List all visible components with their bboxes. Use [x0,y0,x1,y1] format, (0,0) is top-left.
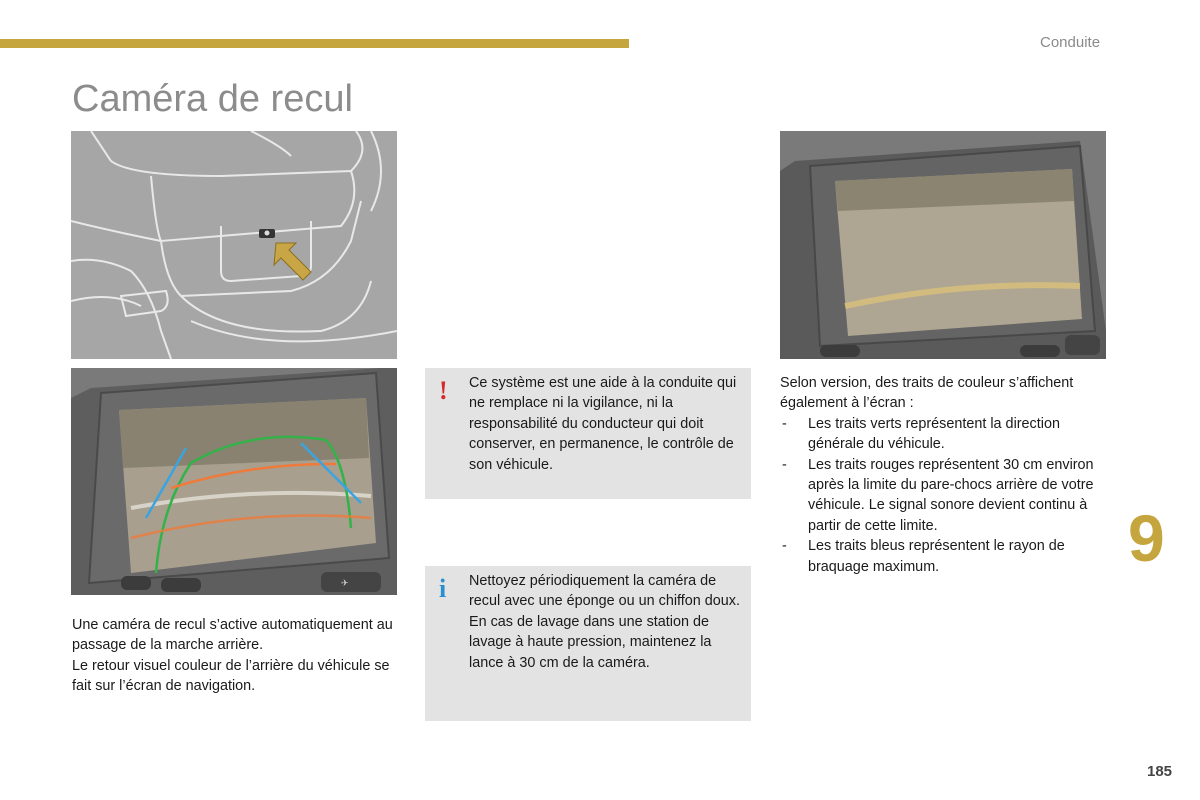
info-icon: i [439,574,447,603]
intro-paragraph: Une caméra de recul s’active automatiquement au passage de la marche arrière. [72,617,393,654]
info-paragraph: Nettoyez périodiquement la caméra de recul avec une éponge ou un chiffon doux. [469,573,740,610]
header-accent-bar [0,39,629,48]
warning-text [469,373,741,475]
intro-text [72,615,402,697]
exclamation-icon: ! [439,376,448,405]
warning-note [425,368,751,499]
page-title: Caméra de recul [72,78,353,120]
guide-lines-list [780,414,1110,577]
camera-screen-guidelines-figure [71,368,397,595]
navigation-screen-illustration-plain [780,131,1106,359]
info-note [425,566,751,721]
warning-paragraph: Ce système est une aide à la conduite qui ne remplace ni la vigilance, ni la responsabilité du conducteur qui doit conserver, en permanence, le contrôle de son véhicule. [469,375,737,473]
svg-text:✈: ✈ [341,579,349,589]
info-paragraph: En cas de lavage dans une station de lavage à haute pression, maintenez la lance à 30 cm de la caméra. [469,613,712,671]
info-text [469,571,741,673]
car-rear-illustration [71,131,397,359]
camera-screen-figure [780,131,1106,359]
intro-paragraph: Le retour visuel couleur de l’arrière du véhicule se fait sur l’écran de navigation. [72,657,390,695]
rear-camera-location-figure [71,131,397,359]
guide-lines-intro: Selon version, des traits de couleur s’affichent également à l’écran : [780,375,1074,412]
list-item-red-lines: - Les traits rouges représentent 30 cm environ après la limite du pare-chocs arrière de votre véhicule. Le signal sonore devient continu à partir de cette limite. [780,455,1110,537]
guide-lines-description [780,373,1110,577]
chapter-number: 9 [1128,501,1165,575]
list-item-green-lines: - Les traits verts représentent la direction générale du véhicule. [780,414,1110,455]
page-number: 185 [1147,763,1173,780]
list-item-blue-lines: - Les traits bleus représentent le rayon de braquage maximum. [780,536,1110,577]
navigation-screen-illustration [71,368,397,595]
section-label: Conduite [1040,34,1101,51]
